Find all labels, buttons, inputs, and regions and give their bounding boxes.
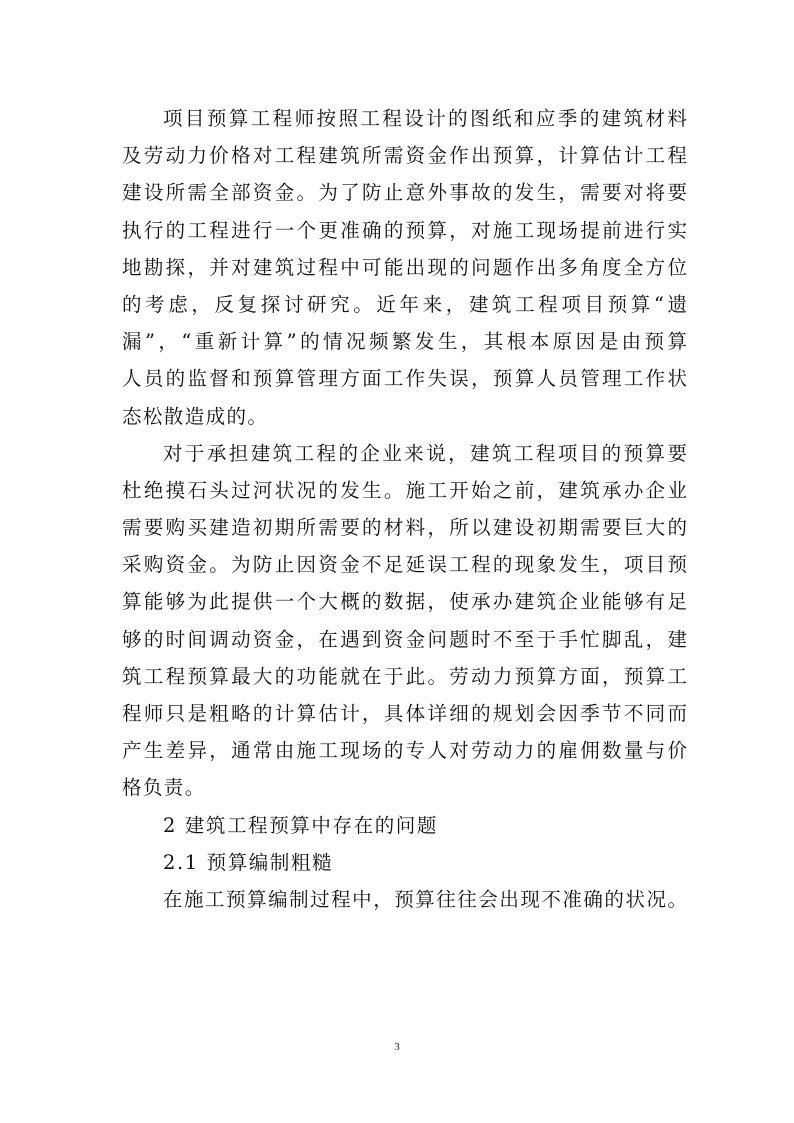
section-heading: 2 建筑工程预算中存在的问题 — [163, 813, 439, 837]
page-number: 3 — [394, 1041, 400, 1053]
text-line: 及劳动力价格对工程建筑所需资金作出预算，计算估计工程 — [122, 144, 687, 168]
paragraph-enterprise — [122, 435, 687, 807]
text-line: 人员的监督和预算管理方面工作失误，预算人员管理工作状 — [122, 367, 687, 391]
paragraph-budget-rough — [122, 881, 687, 918]
paragraph-intro — [122, 100, 687, 435]
text-line: 执行的工程进行一个更准确的预算，对施工现场提前进行实 — [122, 218, 687, 242]
text-line: 格负责。 — [122, 776, 206, 800]
text-line: 筑工程预算最大的功能就在于此。劳动力预算方面，预算工 — [122, 664, 687, 688]
subsection-heading: 2.1 预算编制粗糙 — [163, 850, 334, 874]
text-line: 建设所需全部资金。为了防止意外事故的发生，需要对将要 — [122, 181, 687, 205]
text-line: 产生差异，通常由施工现场的专人对劳动力的雇佣数量与价 — [122, 739, 687, 763]
text-line: 需要购买建造初期所需要的材料，所以建设初期需要巨大的 — [122, 516, 687, 540]
text-line: 对于承担建筑工程的企业来说，建筑工程项目的预算要 — [163, 441, 687, 465]
text-line: 够的时间调动资金，在遇到资金问题时不至于手忙脚乱，建 — [122, 627, 687, 651]
text-line: 算能够为此提供一个大概的数据，使承办建筑企业能够有足 — [122, 590, 687, 614]
text-line: 地勘探，并对建筑过程中可能出现的问题作出多角度全方位 — [122, 255, 687, 279]
text-line: 采购资金。为防止因资金不足延误工程的现象发生，项目预 — [122, 553, 687, 577]
text-line: 漏”，“重新计算”的情况频繁发生，其根本原因是由预算 — [122, 330, 687, 354]
text-line: 态松散造成的。 — [122, 404, 269, 428]
text-line: 的考虑，反复探讨研究。近年来，建筑工程项目预算“遗 — [122, 292, 687, 316]
text-line: 杜绝摸石头过河状况的发生。施工开始之前，建筑承办企业 — [122, 478, 687, 502]
text-line: 在施工预算编制过程中，预算往往会出现不准确的状况。 — [163, 887, 687, 911]
text-line: 项目预算工程师按照工程设计的图纸和应季的建筑材料 — [163, 107, 687, 130]
text-line: 程师只是粗略的计算估计，具体详细的规划会因季节不同而 — [122, 702, 687, 725]
document-body — [122, 100, 687, 918]
